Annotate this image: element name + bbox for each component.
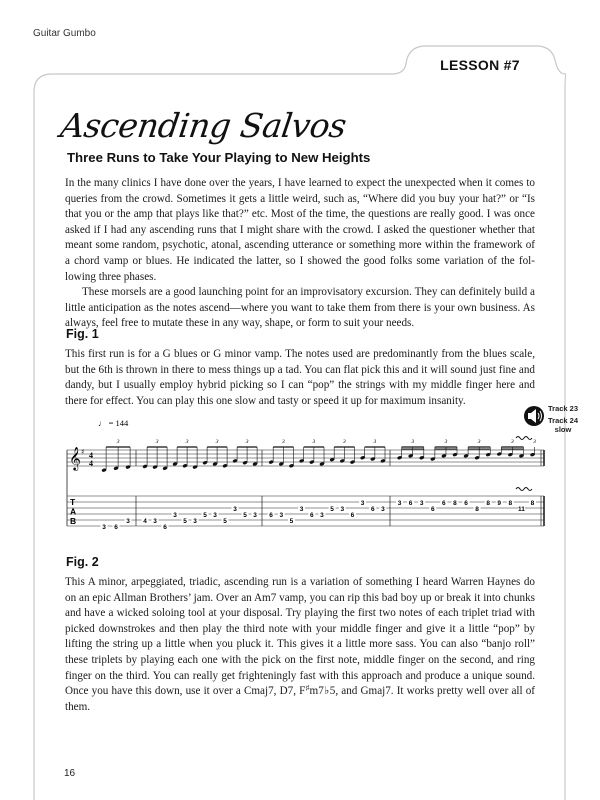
tab-fret-number: 6 — [442, 499, 446, 507]
track-slow-sub-text: slow — [554, 425, 572, 434]
triplet-mark: 3 — [342, 439, 346, 445]
tab-fret-number: 5 — [223, 517, 227, 525]
tab-fret-number: 5 — [203, 511, 207, 519]
tab-fret-number: 6 — [430, 505, 435, 513]
intro-paragraph: In the many clinics I have done over the years, I have learned to expect the unexpected when it comes to queries from the crowd. Sometimes it gets a little weird, such as, “Where did you buy your hat?” or “Is that you or the amp that plays like that?” etc. Most of the time, the questions are really good. I was once asked if I had any ascending runs that I might share with the crowd. I asked the questioner whether that meant some random, psychotic, atonal, ascending utterance or something more within the framework of a chord vamp or blues. He indicated the latter, so I showed the good folks some variation of the following three phases. — [65, 177, 535, 283]
triplet-mark: 3 — [411, 439, 415, 445]
triplet-mark: 3 — [185, 439, 189, 445]
tab-fret-number: 3 — [253, 511, 257, 519]
tab-fret-number: 3 — [233, 505, 237, 513]
tempo-marking: ♩ = 144 — [98, 418, 129, 428]
fig2-heading: Fig. 2 — [66, 555, 99, 569]
lesson-title: Ascending Salvos — [58, 106, 349, 145]
triplet-mark: 3 — [116, 439, 120, 445]
tab-fret-number: 3 — [126, 517, 130, 525]
lesson-subtitle: Three Runs to Take Your Playing to New Heights — [67, 150, 371, 165]
tab-fret-number: 3 — [213, 511, 217, 519]
fig1-notation — [40, 404, 580, 539]
fig2-text-part: This A minor, arpeggiated, triadic, ascending run is a variation of something I heard Warren Haynes do on an epic Allman Brothers’ jam. Over an Am7 vamp, you can rip this bad boy up or break it into chunks and have a wicked soloing tool at your disposal. Try playing the first two notes of each triplet triad with picked downstrokes and then play the third note with your middle finger and give it a little “pop” by lifting the string up a little when you pluck it. This gives it a little more sass. You can also “banjo roll” these triplets by playing each one with the pick on the first note, middle finger on the second, and ring finger on the third. You can really get frighteningly fast with this approach and produce a unique sound. Once you have this down, use it over a Cmaj7, D7, F — [65, 576, 535, 698]
tab-fret-number: 3 — [153, 517, 157, 525]
triplet-mark: 3 — [312, 439, 316, 445]
tab-fret-number: 6 — [269, 511, 273, 519]
tab-fret-number: 5 — [330, 505, 334, 513]
tab-fret-number: 8 — [453, 499, 457, 507]
tab-fret-number: 3 — [173, 511, 177, 519]
time-signature-top: 4 — [89, 451, 93, 460]
triplet-mark: 3 — [281, 439, 285, 445]
tab-fret-number: 8 — [486, 499, 490, 507]
tab-fret-number: 3 — [360, 499, 365, 507]
page-number: 16 — [64, 768, 76, 779]
time-signature-bottom: 4 — [89, 459, 93, 468]
track-24-label[interactable]: Track 24 — [548, 416, 579, 425]
vibrato-mark — [516, 437, 532, 440]
tab-fret-number: 8 — [508, 499, 513, 507]
triplet-mark: 3 — [477, 439, 481, 445]
tab-fret-number: 9 — [497, 499, 502, 507]
intro-text — [65, 176, 535, 332]
tab-fret-number: 3 — [340, 505, 345, 513]
tab-fret-number: 3 — [381, 505, 385, 513]
tab-fret-number: 8 — [530, 499, 535, 507]
speaker-icon[interactable] — [524, 406, 544, 426]
running-head: Guitar Gumbo — [33, 28, 96, 39]
tab-fret-number: 3 — [193, 517, 197, 525]
tab-fret-number: 5 — [183, 517, 187, 525]
tab-fret-number: 6 — [114, 523, 118, 531]
tab-fret-number: 6 — [408, 499, 413, 507]
tab-fret-number: 5 — [289, 517, 294, 525]
triplet-mark: 3 — [215, 439, 219, 445]
triplet-mark: 3 — [444, 439, 448, 445]
fig2-text — [65, 575, 535, 715]
tab-clef-letter: A — [70, 506, 77, 517]
fig2-text-part: m7♭5, and Gmaj7. It works pretty well over all of them. — [65, 685, 535, 713]
tab-fret-number: 6 — [350, 511, 355, 519]
triplet-mark: 3 — [511, 439, 514, 445]
tab-fret-number: 11 — [517, 505, 525, 513]
fig1-heading: Fig. 1 — [66, 327, 99, 341]
triplet-mark: 3 — [155, 439, 159, 445]
key-signature-sharp: ♯ — [81, 448, 85, 456]
treble-clef-icon: 𝄞 — [69, 446, 81, 470]
tab-fret-number: 8 — [475, 505, 479, 513]
tab-fret-number: 3 — [320, 511, 324, 519]
tab-fret-number: 3 — [279, 511, 284, 519]
intro-paragraph: These morsels are a good launching point for an improvisatory excursion. They can definitely build a little anticipation as the notes ascend—where you want to take them from there is your own business. As always, feel free to mutate these in any way, shape, or form to suit your needs. — [65, 286, 535, 330]
tab-fret-number: 4 — [143, 517, 147, 525]
tab-fret-number: 3 — [102, 523, 106, 531]
tab-clef-letter: T — [70, 497, 76, 507]
tab-fret-number: 6 — [163, 523, 167, 531]
tab-fret-number: 6 — [464, 499, 468, 507]
track-labels — [548, 404, 578, 434]
vibrato-mark — [516, 488, 532, 491]
triplet-mark: 3 — [533, 439, 536, 445]
lesson-tab-label: LESSON #7 — [440, 57, 520, 73]
tab-fret-number: 3 — [397, 499, 402, 507]
tab-fret-number: 6 — [370, 505, 375, 513]
track-23-label[interactable]: Track 23 — [548, 404, 579, 413]
tab-clef-letter: B — [70, 516, 77, 526]
triplet-mark: 3 — [245, 439, 249, 445]
sharp-symbol: ♯ — [305, 684, 310, 693]
tab-fret-number: 3 — [419, 499, 424, 507]
tab-fret-number: 5 — [243, 511, 247, 519]
fig1-staff-svg — [40, 404, 580, 539]
fig1-text: This first run is for a G blues or G minor vamp. The notes used are predominantly from the blues scale, but the 6th is thrown in there to mess things up a tad. You can flat pick this and it will sound just fine and dandy, but I usually employ hybrid picking so I can “pop” the strings with my middle finger here and there for effect. You can play this one slow and tasty or speed it up for maximum insanity. — [65, 348, 535, 407]
tab-fret-number: 3 — [299, 505, 304, 513]
tab-fret-number: 6 — [309, 511, 314, 519]
triplet-mark: 3 — [373, 439, 377, 445]
